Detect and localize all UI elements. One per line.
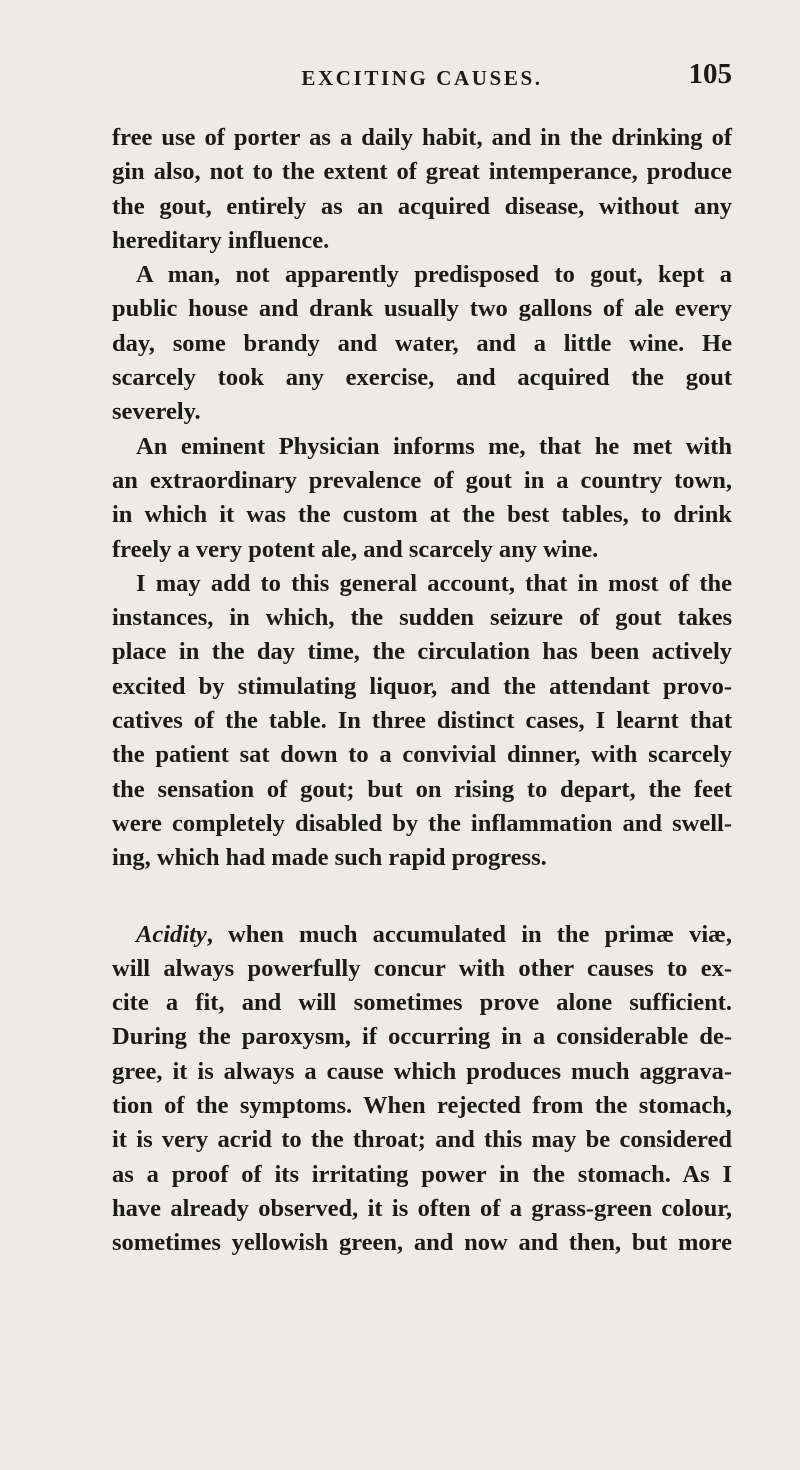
text-line [112, 918, 732, 952]
italic-term: Acidity [136, 920, 207, 948]
text-line: the sensation of gout; but on rising to depart, the feet [112, 775, 732, 803]
text-line: scarcely took any exercise, and acquired the gout [112, 364, 732, 392]
paragraph [112, 567, 732, 876]
text-line: gin also, not to the extent of great intemperance, produce [112, 158, 732, 186]
text-line: hereditary influence. [112, 226, 330, 254]
paragraph [112, 430, 732, 567]
text-line: freely a very potent ale, and scarcely any wine. [112, 535, 599, 563]
running-head [112, 56, 732, 96]
text-line: have already observed, it is often of a grass-green colour, [112, 1194, 732, 1222]
text-line: as a proof of its irritating power in the stomach. As I [112, 1160, 732, 1188]
text-line: day, some brandy and water, and a little wine. He [112, 329, 732, 357]
text-line: place in the day time, the circulation has been actively [112, 638, 732, 666]
text-line: excited by stimulating liquor, and the attendant provo- [112, 672, 732, 700]
paragraph [112, 918, 732, 1261]
text-line: instances, in which, the sudden seizure of gout takes [112, 604, 732, 632]
text-line: severely. [112, 398, 201, 426]
paragraph [112, 258, 732, 429]
text-line: ing, which had made such rapid progress. [112, 844, 547, 872]
text-line: gree, it is always a cause which produces much aggrava- [112, 1057, 732, 1085]
text-line: public house and drank usually two gallons of ale every [112, 295, 732, 323]
section-gap [112, 876, 732, 918]
body-text [112, 121, 732, 1261]
paragraph [112, 121, 732, 258]
page-number: 105 [688, 58, 732, 90]
text-line: tion of the symptoms. When rejected from the stomach, [112, 1092, 732, 1120]
text-line: I may add to this general account, that in most of the [136, 569, 732, 597]
text-line: cite a fit, and will sometimes prove alone sufficient. [112, 989, 732, 1017]
text-line: will always powerfully concur with other causes to ex- [112, 954, 732, 982]
text-line: free use of porter as a daily habit, and in the drinking of [112, 124, 732, 151]
text-fragment: , when much accumulated in the primæ viæ, [206, 920, 732, 948]
text-line: During the paroxysm, if occurring in a considerable de- [112, 1023, 732, 1051]
text-line: an extraordinary prevalence of gout in a country town, [112, 466, 732, 494]
text-line: were completely disabled by the inflammation and swell- [112, 809, 732, 837]
running-title: EXCITING CAUSES. [301, 66, 543, 90]
text-line: the patient sat down to a convivial dinner, with scarcely [112, 741, 732, 769]
text-line: in which it was the custom at the best tables, to drink [112, 501, 732, 529]
text-line: it is very acrid to the throat; and this may be considered [112, 1126, 732, 1154]
text-line: An eminent Physician informs me, that he met with [136, 432, 732, 460]
text-line: A man, not apparently predisposed to gout, kept a [136, 261, 732, 289]
text-line: sometimes yellowish green, and now and then, but more [112, 1229, 732, 1257]
text-line: the gout, entirely as an acquired disease, without any [112, 192, 732, 220]
text-line: catives of the table. In three distinct cases, I learnt that [112, 707, 732, 735]
